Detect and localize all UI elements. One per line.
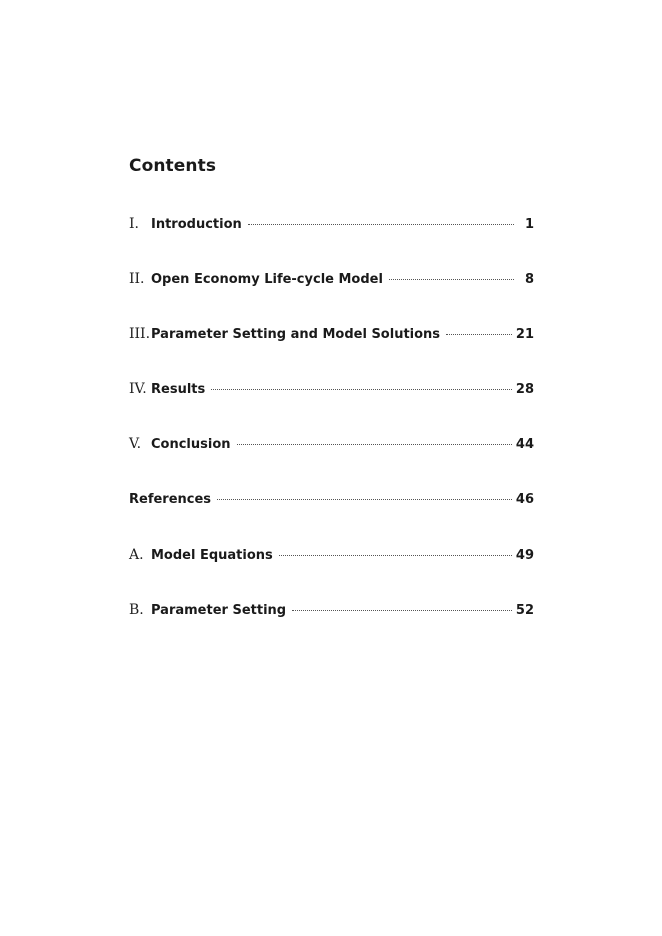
dot-leader [292, 610, 512, 611]
dot-leader [237, 444, 512, 445]
toc-entry-page: 46 [515, 492, 534, 507]
dot-leader [217, 499, 512, 500]
toc-entry-results[interactable] [129, 381, 534, 401]
toc-entry-parameter-setting[interactable] [129, 602, 534, 622]
toc-entry-title[interactable]: Introduction [151, 217, 242, 232]
toc-entry-number: III. [129, 326, 151, 342]
toc-entry-page: 8 [524, 272, 534, 287]
toc-entry-page: 44 [515, 437, 534, 452]
toc-entry-title[interactable]: References [129, 492, 212, 507]
toc-entry-number: I. [129, 216, 139, 232]
toc-entry-number: B. [129, 602, 144, 618]
toc-entry-page: 52 [515, 603, 534, 618]
toc-entry-model-equations[interactable] [129, 547, 534, 567]
toc-entry-title[interactable]: Open Economy Life-cycle Model [151, 272, 383, 287]
toc-entry-title[interactable]: Model Equations [151, 548, 273, 563]
toc-entry-title[interactable]: Conclusion [151, 437, 231, 452]
toc-entry-number: II. [129, 271, 145, 287]
toc-entry-introduction[interactable] [129, 216, 534, 236]
toc-entry-page: 1 [524, 217, 534, 232]
toc-entry-title[interactable]: Parameter Setting and Model Solutions [151, 327, 441, 342]
dot-leader [446, 334, 512, 335]
toc-entry-page: 28 [515, 382, 534, 397]
dot-leader [389, 279, 514, 280]
toc-entry-title[interactable]: Results [151, 382, 206, 397]
dot-leader [248, 224, 514, 225]
contents-heading: Contents [129, 156, 217, 176]
toc-entry-parameter-setting-solutions[interactable] [129, 326, 534, 346]
toc-entry-number: IV. [129, 381, 147, 397]
toc-entry-conclusion[interactable] [129, 436, 534, 456]
dot-leader [211, 389, 512, 390]
toc-entry-references[interactable] [129, 492, 534, 512]
toc-entry-number: A. [129, 547, 144, 563]
toc-entry-number: V. [129, 436, 142, 452]
toc-entry-title[interactable]: Parameter Setting [151, 603, 287, 618]
toc-entry-page: 49 [515, 548, 534, 563]
toc-entry-open-economy-model[interactable] [129, 271, 534, 291]
toc-entry-page: 21 [515, 327, 534, 342]
dot-leader [279, 555, 512, 556]
